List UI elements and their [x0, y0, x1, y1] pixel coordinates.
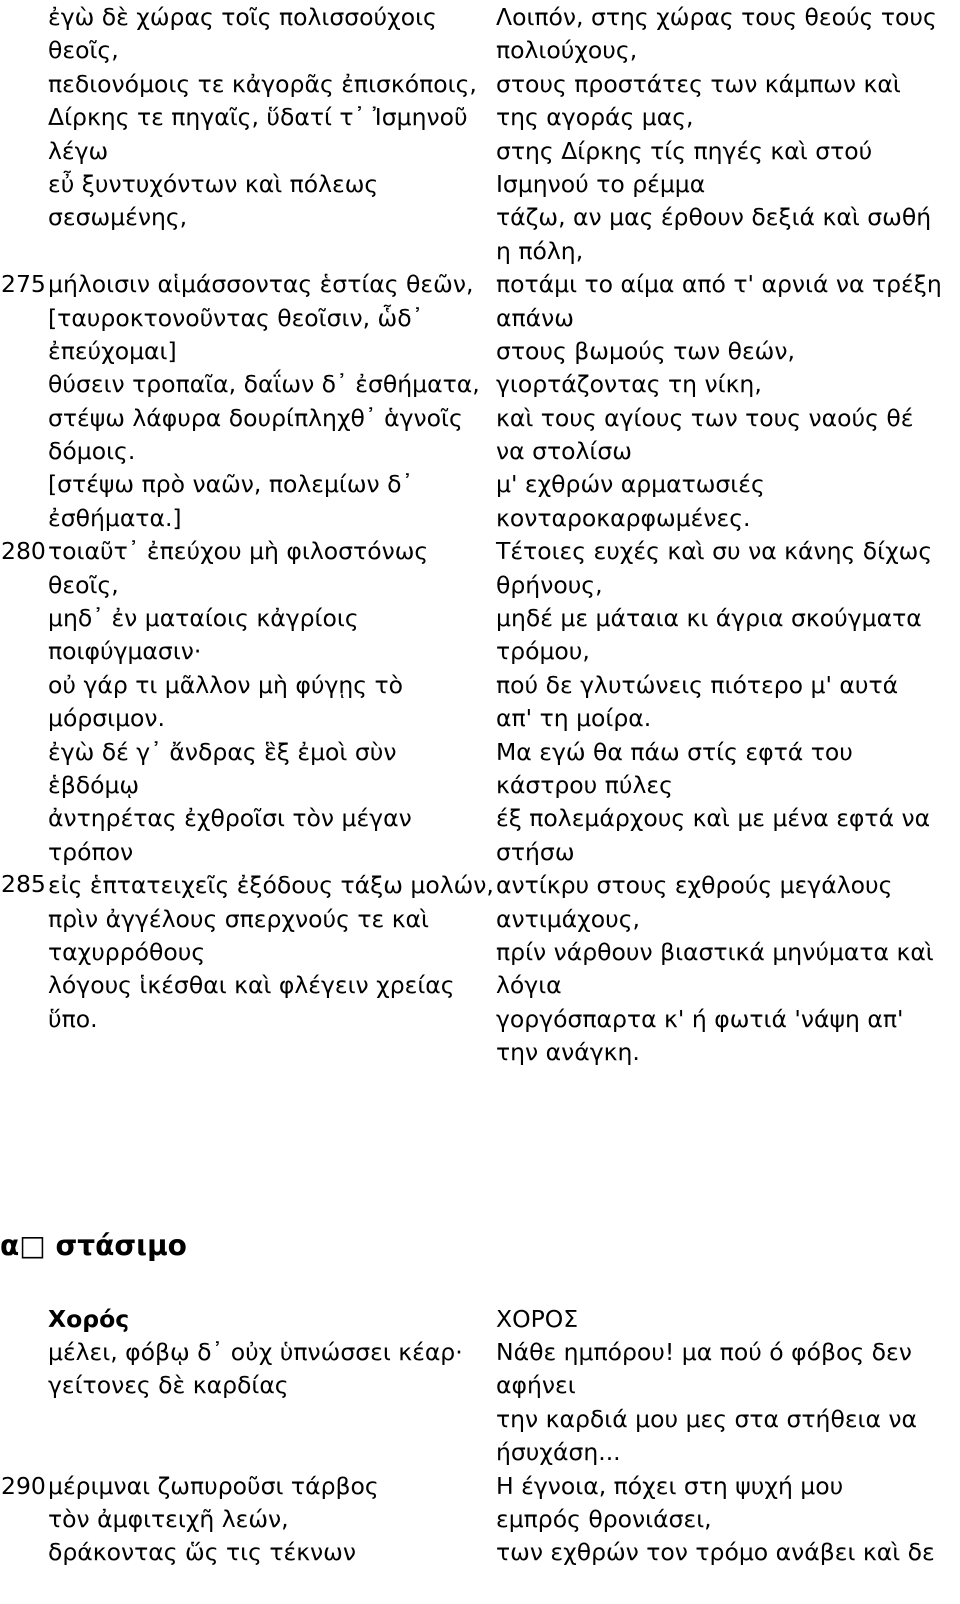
greek-verse-line: τρόπον [48, 837, 134, 866]
greek-verse-line: τὸν ἀμφιτειχῆ λεών, [48, 1504, 289, 1533]
translation-line: μηδέ με μάταια κι άγρια σκούγματα [496, 604, 922, 633]
translation-line: στης Δίρκης τίς πηγές καὶ στού [496, 136, 873, 165]
translation-text-column [496, 1, 942, 1070]
translation-line: κάστρου πύλες [496, 770, 673, 799]
line-number: 280 [1, 537, 46, 565]
translation-line: πολιούχους, [496, 36, 638, 65]
translation-line: Τέτοιες ευχές καὶ συ να κάνης δίχως [496, 537, 933, 566]
translation-line: πού δε γλυτώνεις πιότερο μ' αυτά [496, 670, 899, 699]
translation-line: καὶ τους αγίους των τους ναούς θέ [496, 403, 914, 432]
greek-verse-line: τοιαῦτ᾽ ἐπεύχου μὴ φιλοστόνως [48, 537, 429, 566]
greek-verse-line: ὕπο. [48, 1004, 98, 1033]
greek-verse-line [48, 1436, 463, 1469]
speaker-greek: Χορός [48, 1305, 130, 1333]
translation-line: τρόμου, [496, 637, 590, 666]
translation-line: αφήνει [496, 1371, 576, 1400]
greek-verse-line: ποιφύγμασιν· [48, 637, 202, 666]
greek-verse-line: [στέψω πρὸ ναῶν, πολεμίων δ᾽ [48, 470, 414, 499]
translation-line: ποτάμι το αίμα από τ' αρνιά να τρέξη [496, 270, 942, 299]
greek-verse-line: οὐ γάρ τι μᾶλλον μὴ φύγῃς τὸ [48, 670, 404, 699]
greek-verse-line: θεοῖς, [48, 570, 119, 599]
greek-verse-line: μήλοισιν αἱμάσσοντας ἑστίας θεῶν, [48, 270, 474, 299]
translation-line: η πόλη, [496, 236, 584, 265]
greek-verse-line [48, 1403, 463, 1436]
translation-line: Νάθε ημπόρου! μα πού ό φόβος δεν [496, 1338, 912, 1366]
greek-verse-line: εἰς ἑπτατειχεῖς ἐξόδους τάξω μολών, [48, 871, 494, 900]
greek-verse-line: λέγω [48, 136, 109, 165]
greek-verse-line: πεδιονόμοις τε κἀγορᾶς ἐπισκόποις, [48, 69, 477, 98]
translation-line: Ισμηνού το ρέμμα [496, 169, 706, 198]
greek-verse-line: σεσωμένης, [48, 203, 188, 232]
line-number: 290 [1, 1472, 46, 1500]
translation-line: γιορτάζοντας τη νίκη, [496, 370, 762, 399]
translation-line: θρήνους, [496, 570, 603, 599]
translation-line: στους βωμούς των θεών, [496, 336, 795, 365]
greek-verse-line: θύσειν τροπαῖα, δαΐων δ᾽ ἐσθήματα, [48, 370, 480, 399]
translation-line: της αγοράς μας, [496, 103, 694, 132]
translation-text-column [496, 1336, 935, 1570]
translation-line: Η έγνοια, πόχει στη ψυχή μου [496, 1471, 844, 1500]
greek-verse-line: [ταυροκτονοῦντας θεοῖσιν, ὧδ᾽ [48, 303, 424, 332]
greek-verse-line: ἐγὼ δὲ χώρας τοῖς πολισσούχοις [48, 3, 437, 31]
greek-verse-line: λόγους ἱκέσθαι καὶ φλέγειν χρείας [48, 971, 455, 1000]
section-heading: α□ στάσιμο [0, 1229, 187, 1262]
translation-line: κονταροκαρφωμένες. [496, 503, 751, 532]
translation-line: των εχθρών τον τρόμο ανάβει καὶ δε [496, 1538, 935, 1567]
greek-verse-line: μέλει, φόβῳ δ᾽ οὐχ ὑπνώσσει κέαρ· [48, 1338, 463, 1366]
greek-verse-line: μηδ᾽ ἐν ματαίοις κἀγρίοις [48, 604, 359, 633]
greek-verse-line: δόμοις. [48, 437, 136, 466]
greek-text-column [48, 1, 494, 1036]
greek-verse-line: ἀντηρέτας ἐχθροῖσι τὸν μέγαν [48, 804, 412, 833]
greek-verse-line: γείτονες δὲ καρδίας [48, 1371, 289, 1400]
translation-line: ήσυχάση... [496, 1438, 621, 1467]
translation-line: αντίκρυ στους εχθρούς μεγάλους [496, 871, 893, 900]
greek-verse-line: στέψω λάφυρα δουρίπληχθ᾽ ἁγνοῖς [48, 403, 463, 432]
line-number: 285 [1, 870, 46, 898]
translation-line: τάζω, αν μας έρθουν δεξιά καὶ σωθή [496, 203, 932, 232]
greek-verse-line: εὖ ξυντυχόντων καὶ πόλεως [48, 169, 379, 198]
greek-verse-line: ἐπεύχομαι] [48, 336, 177, 365]
translation-line: αντιμάχους, [496, 904, 640, 933]
greek-verse-line: μόρσιμον. [48, 704, 166, 733]
translation-line: να στολίσω [496, 437, 632, 466]
line-number: 275 [1, 270, 46, 298]
greek-verse-line: ἑβδόμῳ [48, 770, 140, 799]
translation-line: εμπρός θρονιάσει, [496, 1504, 712, 1533]
greek-verse-line: θεοῖς, [48, 36, 119, 65]
greek-verse-line: Δίρκης τε πηγαῖς, ὕδατί τ᾽ Ἰσμηνοῦ [48, 103, 468, 132]
translation-line: γοργόσπαρτα κ' ή φωτιά 'νάψη απ' [496, 1004, 904, 1033]
translation-line: την ανάγκη. [496, 1038, 640, 1067]
translation-line: Μα εγώ θα πάω στίς εφτά του [496, 737, 853, 766]
translation-line: στήσω [496, 837, 575, 866]
translation-line: απάνω [496, 303, 574, 332]
translation-line: λόγια [496, 971, 562, 1000]
greek-text-column [48, 1336, 463, 1570]
greek-verse-line: ἐσθήματα.] [48, 503, 182, 532]
greek-verse-line: ταχυρρόθους [48, 937, 206, 966]
speaker-translation: ΧΟΡΟΣ [496, 1305, 579, 1333]
greek-verse-line: πρὶν ἀγγέλους σπερχνούς τε καὶ [48, 904, 429, 933]
greek-verse-line: δράκοντας ὥς τις τέκνων [48, 1538, 356, 1567]
translation-line: μ' εχθρών αρματωσιές [496, 470, 765, 499]
translation-line: στους προστάτες των κάμπων καὶ [496, 69, 901, 98]
translation-line: πρίν νάρθουν βιαστικά μηνύματα καὶ [496, 937, 934, 966]
translation-line: απ' τη μοίρα. [496, 704, 652, 733]
greek-verse-line: μέριμναι ζωπυροῦσι τάρβος [48, 1471, 379, 1500]
greek-verse-line: ἐγὼ δέ γ᾽ ἄνδρας ἓξ ἐμοὶ σὺν [48, 737, 397, 766]
translation-line: έξ πολεμάρχους καὶ με μένα εφτά να [496, 804, 931, 833]
translation-line: Λοιπόν, στης χώρας τους θεούς τους [496, 3, 937, 31]
translation-line: την καρδιά μου μες στα στήθεια να [496, 1404, 918, 1433]
greek-verse-line [48, 235, 494, 268]
